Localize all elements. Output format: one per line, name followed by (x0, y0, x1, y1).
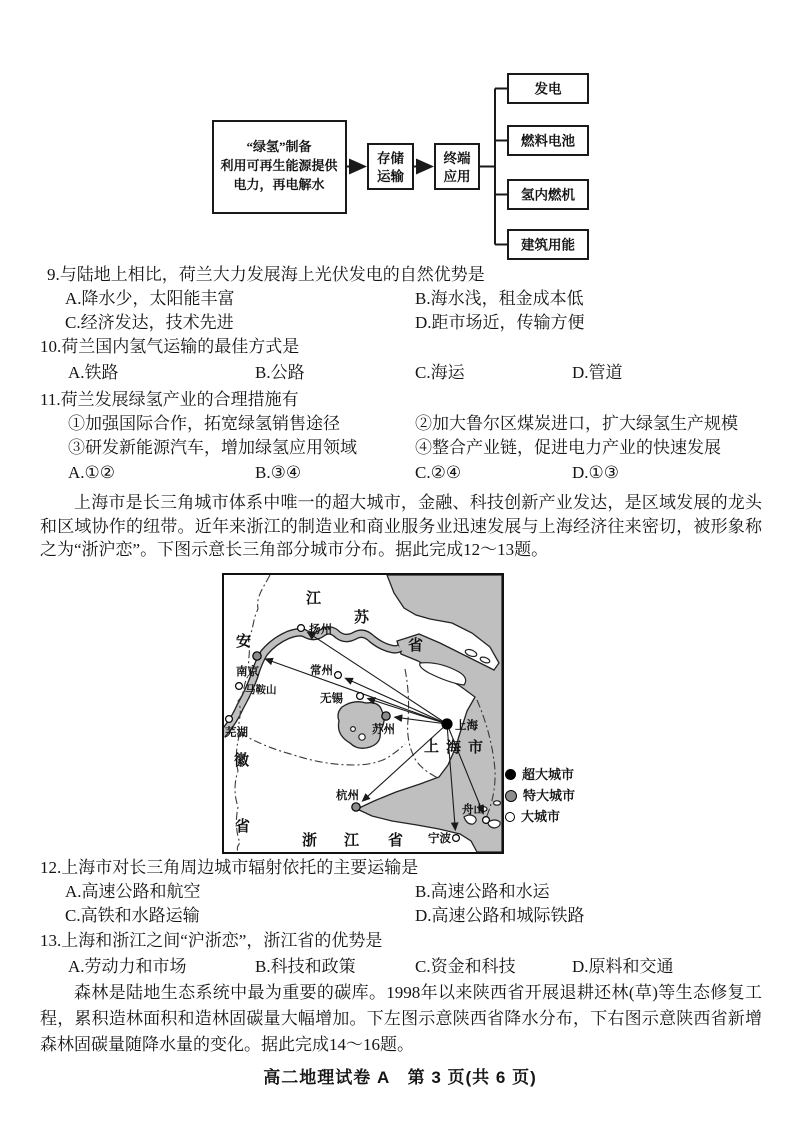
zhoushan-island (494, 801, 501, 805)
q12-option-b: B.高速公路和水运 (415, 882, 550, 901)
city-label: 上海 (455, 720, 478, 732)
question-9-options (40, 287, 800, 335)
city-label: 舟山 (462, 804, 485, 816)
city-dot-large (453, 835, 460, 842)
city-dot-large (335, 672, 342, 679)
storage-line1: 存储 (377, 151, 404, 166)
map-legend (505, 764, 575, 827)
q11-option-d: D.①③ (572, 463, 620, 482)
city-label: 杭州 (336, 790, 359, 802)
question-13-options (40, 955, 800, 979)
city-label: 苏州 (372, 724, 395, 736)
province-label: 徽 (234, 753, 250, 769)
q11-item-4: ④整合产业链，促进电力产业的快速发展 (415, 438, 721, 457)
city-dot-large (298, 625, 305, 632)
q13-option-b: B.科技和政策 (255, 957, 356, 976)
question-9-stem: 9.与陆地上相比，荷兰大力发展海上光伏发电的自然优势是 (47, 265, 485, 284)
storage-line2: 运输 (377, 169, 404, 184)
legend-label-large: 大城市 (521, 809, 561, 824)
province-label: 省 (235, 819, 251, 835)
legend-row-mega (505, 764, 575, 785)
province-label: 江 (344, 833, 360, 849)
province-label: 上 (424, 739, 440, 755)
shanghai-border (405, 669, 438, 778)
q9-option-d: D.距市场近，传输方便 (415, 313, 585, 332)
passage-shanghai: 上海市是长三角城市体系中唯一的超大城市，金融、科技创新产业发达，是区域发展的龙头和区域协作的纽带。近年来浙江的制造业和商业服务业迅速发展与上海经济往来密切，被形象称之为“浙沪恋”。下图示意长三角部分城市分布。据此完成12～13题。 (40, 493, 762, 559)
question-10-options (40, 361, 800, 385)
page-footer: 高二地理试卷 A 第 3 页(共 6 页) (263, 1068, 537, 1087)
legend-label-extra: 特大城市 (523, 788, 576, 803)
province-label: 浙 (302, 833, 318, 849)
question-11-items (40, 412, 800, 460)
terminal-line2: 应用 (443, 169, 471, 184)
question-11-stem: 11.荷兰发展绿氢产业的合理措施有 (40, 390, 299, 409)
province-label: 安 (236, 634, 252, 650)
passage-forest: 森林是陆地生态系统中最为重要的碳库。1998年以来陕西省开展退耕还林(草)等生态修复工程，累积造林面积和造林固碳量大幅增加。下左图示意陕西省降水分布，下右图示意陕西省新增森林固碳量随降水量的变化。据此完成14～16题。 (40, 983, 762, 1054)
lake-island (359, 734, 365, 740)
terminal-line1: 终端 (443, 151, 471, 166)
question-12-stem: 12.上海市对长三角周边城市辐射依托的主要运输是 (40, 858, 419, 877)
q11-item-2: ②加大鲁尔区煤炭进口，扩大绿氢生产规模 (415, 414, 738, 433)
flowchart-svg (200, 63, 600, 268)
city-label: 南京 (236, 666, 259, 678)
legend-row-extra (505, 785, 575, 806)
province-label: 市 (468, 740, 484, 756)
province-label: 省 (408, 638, 424, 654)
q10-option-c: C.海运 (415, 363, 465, 382)
extra-city-symbol (505, 790, 517, 802)
city-label: 无锡 (320, 693, 343, 705)
q10-option-a: A.铁路 (68, 363, 119, 382)
province-label: 江 (306, 591, 322, 607)
city-label: 宁波 (428, 833, 451, 845)
q11-option-a: A.①② (68, 463, 116, 482)
source-box-line3: 电力，再电解水 (233, 177, 325, 192)
source-box-line2: 利用可再生能源提供 (220, 158, 338, 173)
q13-option-a: A.劳动力和市场 (68, 957, 187, 976)
city-dot-large (357, 693, 364, 700)
city-dot-extra (382, 712, 390, 720)
q10-option-d: D.管道 (572, 363, 623, 382)
q10-option-b: B.公路 (255, 363, 305, 382)
q11-item-3: ③研发新能源汽车，增加绿氢应用领域 (68, 438, 357, 457)
mega-city-symbol (505, 769, 516, 780)
question-10-stem: 10.荷兰国内氢气运输的最佳方式是 (40, 337, 300, 356)
q12-option-d: D.高速公路和城际铁路 (415, 906, 585, 925)
city-dot-extra (352, 803, 360, 811)
q13-option-c: C.资金和科技 (415, 957, 516, 976)
question-13-stem: 13.上海和浙江之间“沪浙恋”，浙江省的优势是 (40, 931, 383, 950)
q9-option-c: C.经济发达，技术先进 (65, 313, 234, 332)
q11-item-1: ①加强国际合作，拓宽绿氢销售途径 (68, 414, 340, 433)
q9-option-a: A.降水少，太阳能丰富 (65, 289, 235, 308)
city-dot-large (483, 817, 490, 824)
green-hydrogen-flowchart (200, 63, 600, 268)
question-11-options (40, 461, 800, 485)
delta-map (222, 573, 504, 854)
end-box-power-label: 发电 (534, 81, 562, 97)
zhoushan-island (488, 820, 500, 828)
question-12-options (40, 880, 800, 928)
end-box-engine-label: 氢内燃机 (521, 187, 575, 203)
q11-option-b: B.③④ (255, 463, 302, 482)
large-city-symbol (505, 812, 515, 822)
city-label: 马鞍山 (245, 685, 277, 696)
delta-map-svg (224, 575, 502, 852)
q9-option-b: B.海水浅，租金成本低 (415, 289, 584, 308)
end-box-building-label: 建筑用能 (521, 237, 575, 253)
lake-island (351, 727, 356, 732)
city-dot-extra (253, 652, 261, 660)
legend-label-mega: 超大城市 (522, 767, 575, 782)
province-label: 苏 (354, 610, 370, 626)
q11-option-c: C.②④ (415, 463, 462, 482)
city-dot-large (226, 716, 233, 723)
city-label: 常州 (310, 665, 333, 677)
province-label: 省 (388, 833, 404, 849)
q12-option-a: A.高速公路和航空 (65, 882, 201, 901)
end-box-fuelcell-label: 燃料电池 (521, 133, 575, 149)
city-label: 扬州 (309, 624, 332, 636)
city-label: 芜湖 (225, 727, 248, 739)
source-box-line1: “绿氢”制备 (246, 139, 312, 154)
q12-option-c: C.高铁和水路运输 (65, 906, 200, 925)
city-dot-mega (442, 719, 452, 729)
city-dot-large (236, 683, 243, 690)
q13-option-d: D.原料和交通 (572, 957, 674, 976)
province-label: 海 (446, 740, 462, 756)
legend-row-large (505, 806, 575, 827)
